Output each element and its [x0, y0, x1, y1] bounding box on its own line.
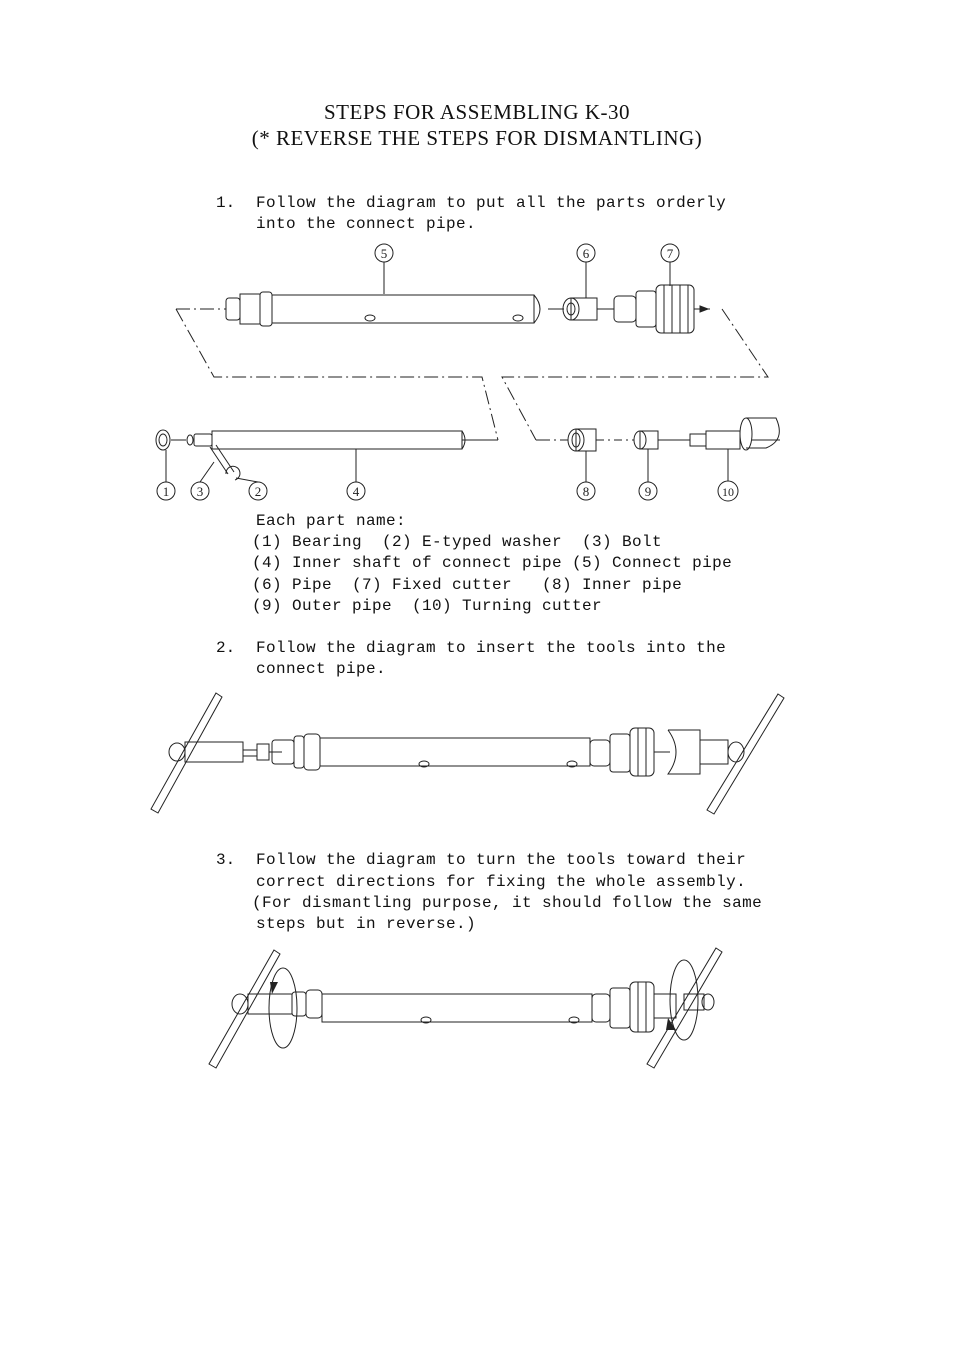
insertion-diagram [151, 693, 784, 814]
step-3-line-3: (For dismantling purpose, it should follow the same [252, 894, 763, 912]
callout-9-label: 9 [644, 484, 652, 499]
parts-heading: Each part name: [256, 512, 407, 530]
page-subtitle: (* REVERSE THE STEPS FOR DISMANTLING) [251, 126, 703, 150]
step-1-line-2: into the connect pipe. [256, 215, 477, 233]
turn-arrow-left-icon [270, 982, 278, 994]
step-2-number: 2. [216, 639, 236, 657]
callout-2-label: 2 [254, 484, 262, 499]
parts-line-3: (6) Pipe (7) Fixed cutter (8) Inner pipe [252, 576, 683, 594]
step-3-line-4: steps but in reverse.) [256, 915, 477, 933]
parts-line-1: (1) Bearing (2) E-typed washer (3) Bolt [252, 533, 663, 551]
callout-4-label: 4 [352, 484, 360, 499]
callout-8-label: 8 [582, 484, 590, 499]
step-1-number: 1. [216, 194, 236, 212]
callout-10-label: 10 [722, 485, 734, 499]
callout-5-label: 5 [380, 246, 388, 261]
step-2-line-2: connect pipe. [256, 660, 387, 678]
step-3-line-2: correct directions for fixing the whole assembly. [256, 873, 747, 891]
step-2-line-1: Follow the diagram to insert the tools into the [256, 639, 727, 657]
parts-line-2: (4) Inner shaft of connect pipe (5) Connect pipe [252, 554, 733, 572]
callout-3-label: 3 [196, 484, 204, 499]
step-3-line-1: Follow the diagram to turn the tools toward their [256, 851, 747, 869]
page-title: STEPS FOR ASSEMBLING K-30 [324, 100, 630, 124]
step-3-number: 3. [216, 851, 236, 869]
step-1-line-1: Follow the diagram to put all the parts orderly [256, 194, 727, 212]
callout-1-label: 1 [162, 484, 170, 499]
parts-line-4: (9) Outer pipe (10) Turning cutter [252, 597, 603, 615]
fixing-diagram [209, 948, 722, 1068]
callout-6-label: 6 [582, 246, 590, 261]
callout-7-label: 7 [666, 246, 674, 261]
turn-arrow-right-icon [666, 1018, 676, 1030]
